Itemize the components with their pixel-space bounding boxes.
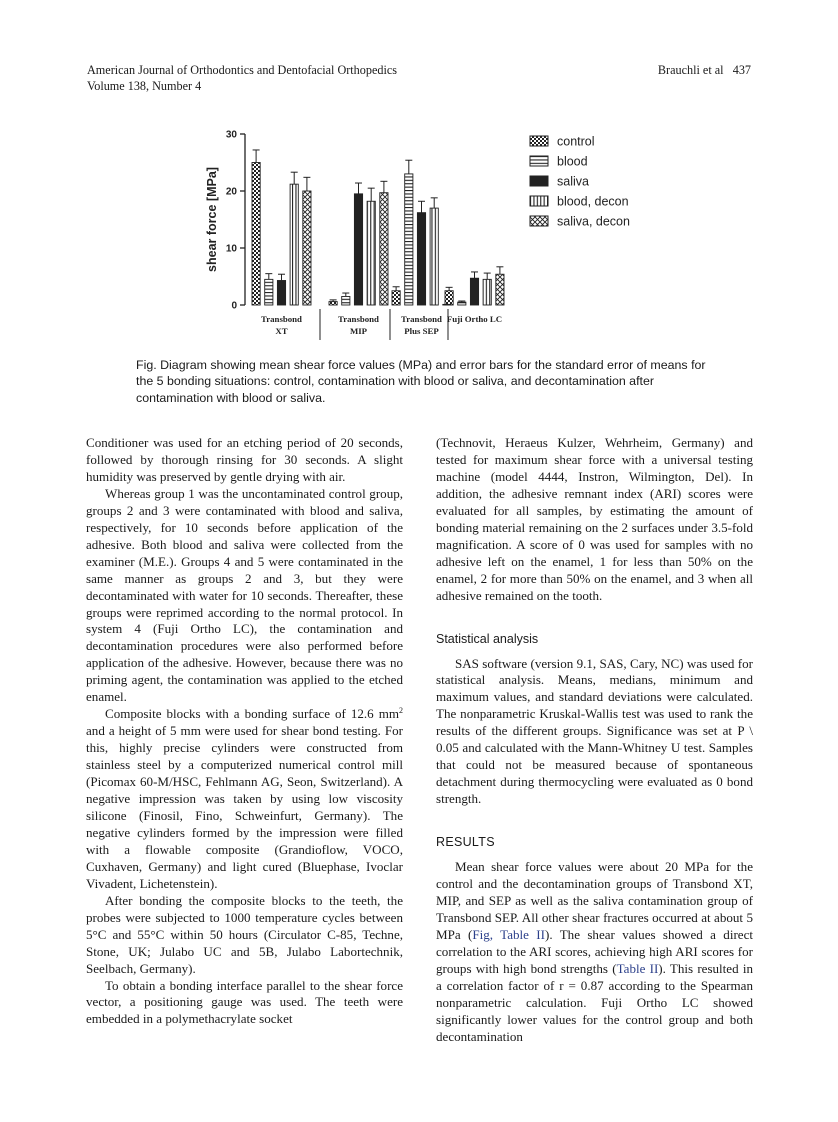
section-heading-statistical-analysis: Statistical analysis	[436, 631, 539, 646]
superscript: 2	[399, 706, 403, 716]
legend	[530, 135, 630, 229]
category-label: MIP	[349, 326, 368, 336]
bar	[483, 279, 491, 305]
bar	[329, 302, 337, 305]
journal-volume: Volume 138, Number 4	[87, 79, 202, 93]
bar	[443, 304, 451, 305]
category-label: Transbond	[401, 314, 442, 324]
paragraph: Conditioner was used for an etching period of 20 seconds, followed by thorough rinsing for 30 seconds. A slight humidity was preserved by gentle drying with air.	[86, 435, 403, 484]
bar	[417, 213, 425, 305]
figure	[190, 122, 660, 344]
y-tick-label: 20	[225, 186, 237, 198]
bar	[458, 302, 466, 305]
section-heading-results: RESULTS	[436, 835, 495, 850]
bar	[277, 280, 285, 305]
category-label: Transbond	[261, 314, 302, 324]
bar	[303, 191, 311, 305]
running-head-right	[658, 62, 751, 78]
running-head	[87, 62, 397, 94]
bar	[496, 274, 504, 305]
category-label: Fuji Ortho LC	[446, 314, 503, 324]
legend-swatch	[530, 156, 548, 166]
legend-label: control	[557, 134, 595, 149]
bar	[290, 184, 298, 305]
bar	[265, 279, 273, 305]
paragraph: Composite blocks with a bonding surface of 12.6 $mm^2$ and a height of 5 mm were used for shear bond testing. For this, highly precise cylinders were constructed from stainless steel by a computerized numerical control mill (Picomax 60-M/HSC, Fehlmann AG, Seon, Switzerland). A negative impression was taken by using low viscosity silicone (Finosil, Fino, Schweinfurt, Germany). The negative cylinders formed by the impression were filled with a flowable composite (Grandioflow, VOCO, Cuxhaven, Germany) and light cured (Bluephase, Ivoclar Vivadent, Lichetenstein).	[86, 706, 403, 891]
legend-swatch	[530, 216, 548, 226]
body-column-right	[436, 435, 753, 1046]
paragraph: Whereas group 1 was the uncontaminated control group, groups 2 and 3 were contaminated with blood and saliva, respectively, for 10 seconds before application of the adhesive. Both blood and saliva were collected from the examiner (M.E.). Groups 4 and 5 were contaminated in the same manner as groups 2 and 3, but they were decontaminated with water for 10 seconds. Thereafter, these groups were reprimed according to the normal protocol. In system 4 (Fuji Ortho LC), the contamination and decontamination procedures were also performed before application of the adhesive. However, because there was no priming agent, the contamination was applied to the etched enamel.	[86, 485, 403, 705]
bar	[342, 296, 350, 305]
bar	[354, 194, 362, 305]
legend-label: saliva, decon	[557, 214, 630, 229]
bar	[380, 193, 388, 305]
y-axis-title: shear force [MPa]	[205, 167, 219, 272]
category-labels	[261, 309, 502, 340]
bars-layer	[252, 150, 504, 305]
category-label: Transbond	[338, 314, 379, 324]
bar	[405, 174, 413, 305]
bar	[430, 208, 438, 305]
body-column-left	[86, 435, 403, 1028]
y-tick-label: 30	[225, 129, 237, 141]
legend-label: saliva	[557, 174, 589, 189]
page-number: 437	[732, 63, 751, 77]
bar	[445, 291, 453, 305]
paragraph: SAS software (version 9.1, SAS, Cary, NC) was used for statistical analysis. Means, medians, minimum and maximum values, and standard deviations were calculated. The nonparametric Kruskal-Wallis test was used to rank the results of the different groups. Significance was set at P \ 0.05 and calculated with the Mann-Whitney U test. Samples that could not be measured because of spontaneous detachment during thermocycling were evaluated as 0 bond strength.	[436, 655, 753, 807]
category-label: Plus SEP	[404, 326, 439, 336]
bar	[392, 291, 400, 305]
legend-swatch	[530, 176, 548, 186]
legend-label: blood	[557, 154, 588, 169]
paragraph: Mean shear force values were about 20 MPa for the control and the decontamination groups of Transbond XT, MIP, and SEP as well as the saliva contamination group of Transbond SEP. All other shear fractures occurred at about 5 MPa (Fig, Table II). The shear values showed a direct correlation to the ARI scores, achieving high ARI scores for groups with high bond strengths (Table II). This resulted in a correlation factor of r = 0.87 according to the Spearman nonparametric calculation. Fuji Ortho LC showed significantly lower values for the control group and both decontamination	[436, 859, 753, 1044]
bar	[470, 278, 478, 305]
figure-caption: Fig. Diagram showing mean shear force values (MPa) and error bars for the standard error of means for the 5 bonding situations: control, contamination with blood or saliva, and decontamination after contamination with blood or saliva.	[136, 358, 706, 405]
bar	[367, 201, 375, 305]
axis-layer	[205, 130, 245, 312]
journal-title: American Journal of Orthodontics and Dentofacial Orthopedics	[87, 63, 398, 77]
paragraph: (Technovit, Heraeus Kulzer, Wehrheim, Germany) and tested for maximum shear force with a universal testing machine (model 4444, Instron, Wilmington, Del). In addition, the adhesive remnant index (ARI) scores were evaluated for all samples, by estimating the amount of bonding material remaining on the 2 surfaces under 3.5-fold magnification. A score of 0 was used for samples with no adhesive left on the enamel, 1 for less than 50% on the enamel, 2 for more than 50% on the enamel, and 3 when all adhesive remained on the tooth.	[436, 435, 753, 603]
bar	[252, 163, 260, 306]
legend-swatch	[530, 136, 548, 146]
table-reference-link[interactable]: Table II	[616, 960, 659, 976]
legend-swatch	[530, 196, 548, 206]
legend-label: blood, decon	[557, 194, 629, 209]
paragraph: To obtain a bonding interface parallel to the shear force vector, a positioning gauge was used. The teeth were embedded in a polymethacrylate socket	[86, 977, 403, 1027]
author-names: Brauchli et al	[657, 63, 724, 77]
shear-force-bar-chart	[190, 122, 660, 344]
paragraph: After bonding the composite blocks to the teeth, the probes were subjected to 1000 temperature cycles between 5°C and 55°C within 50 hours (Circulator C-85, Techne, Stone, UK; Julabo UC and 5B, Julabo Labortechnik, Seelbach, Germany).	[86, 892, 403, 976]
category-label: XT	[275, 326, 288, 336]
y-tick-label: 0	[231, 300, 237, 312]
y-tick-label: 10	[225, 243, 237, 255]
figure-table-reference-link[interactable]: Fig, Table II	[472, 926, 545, 942]
